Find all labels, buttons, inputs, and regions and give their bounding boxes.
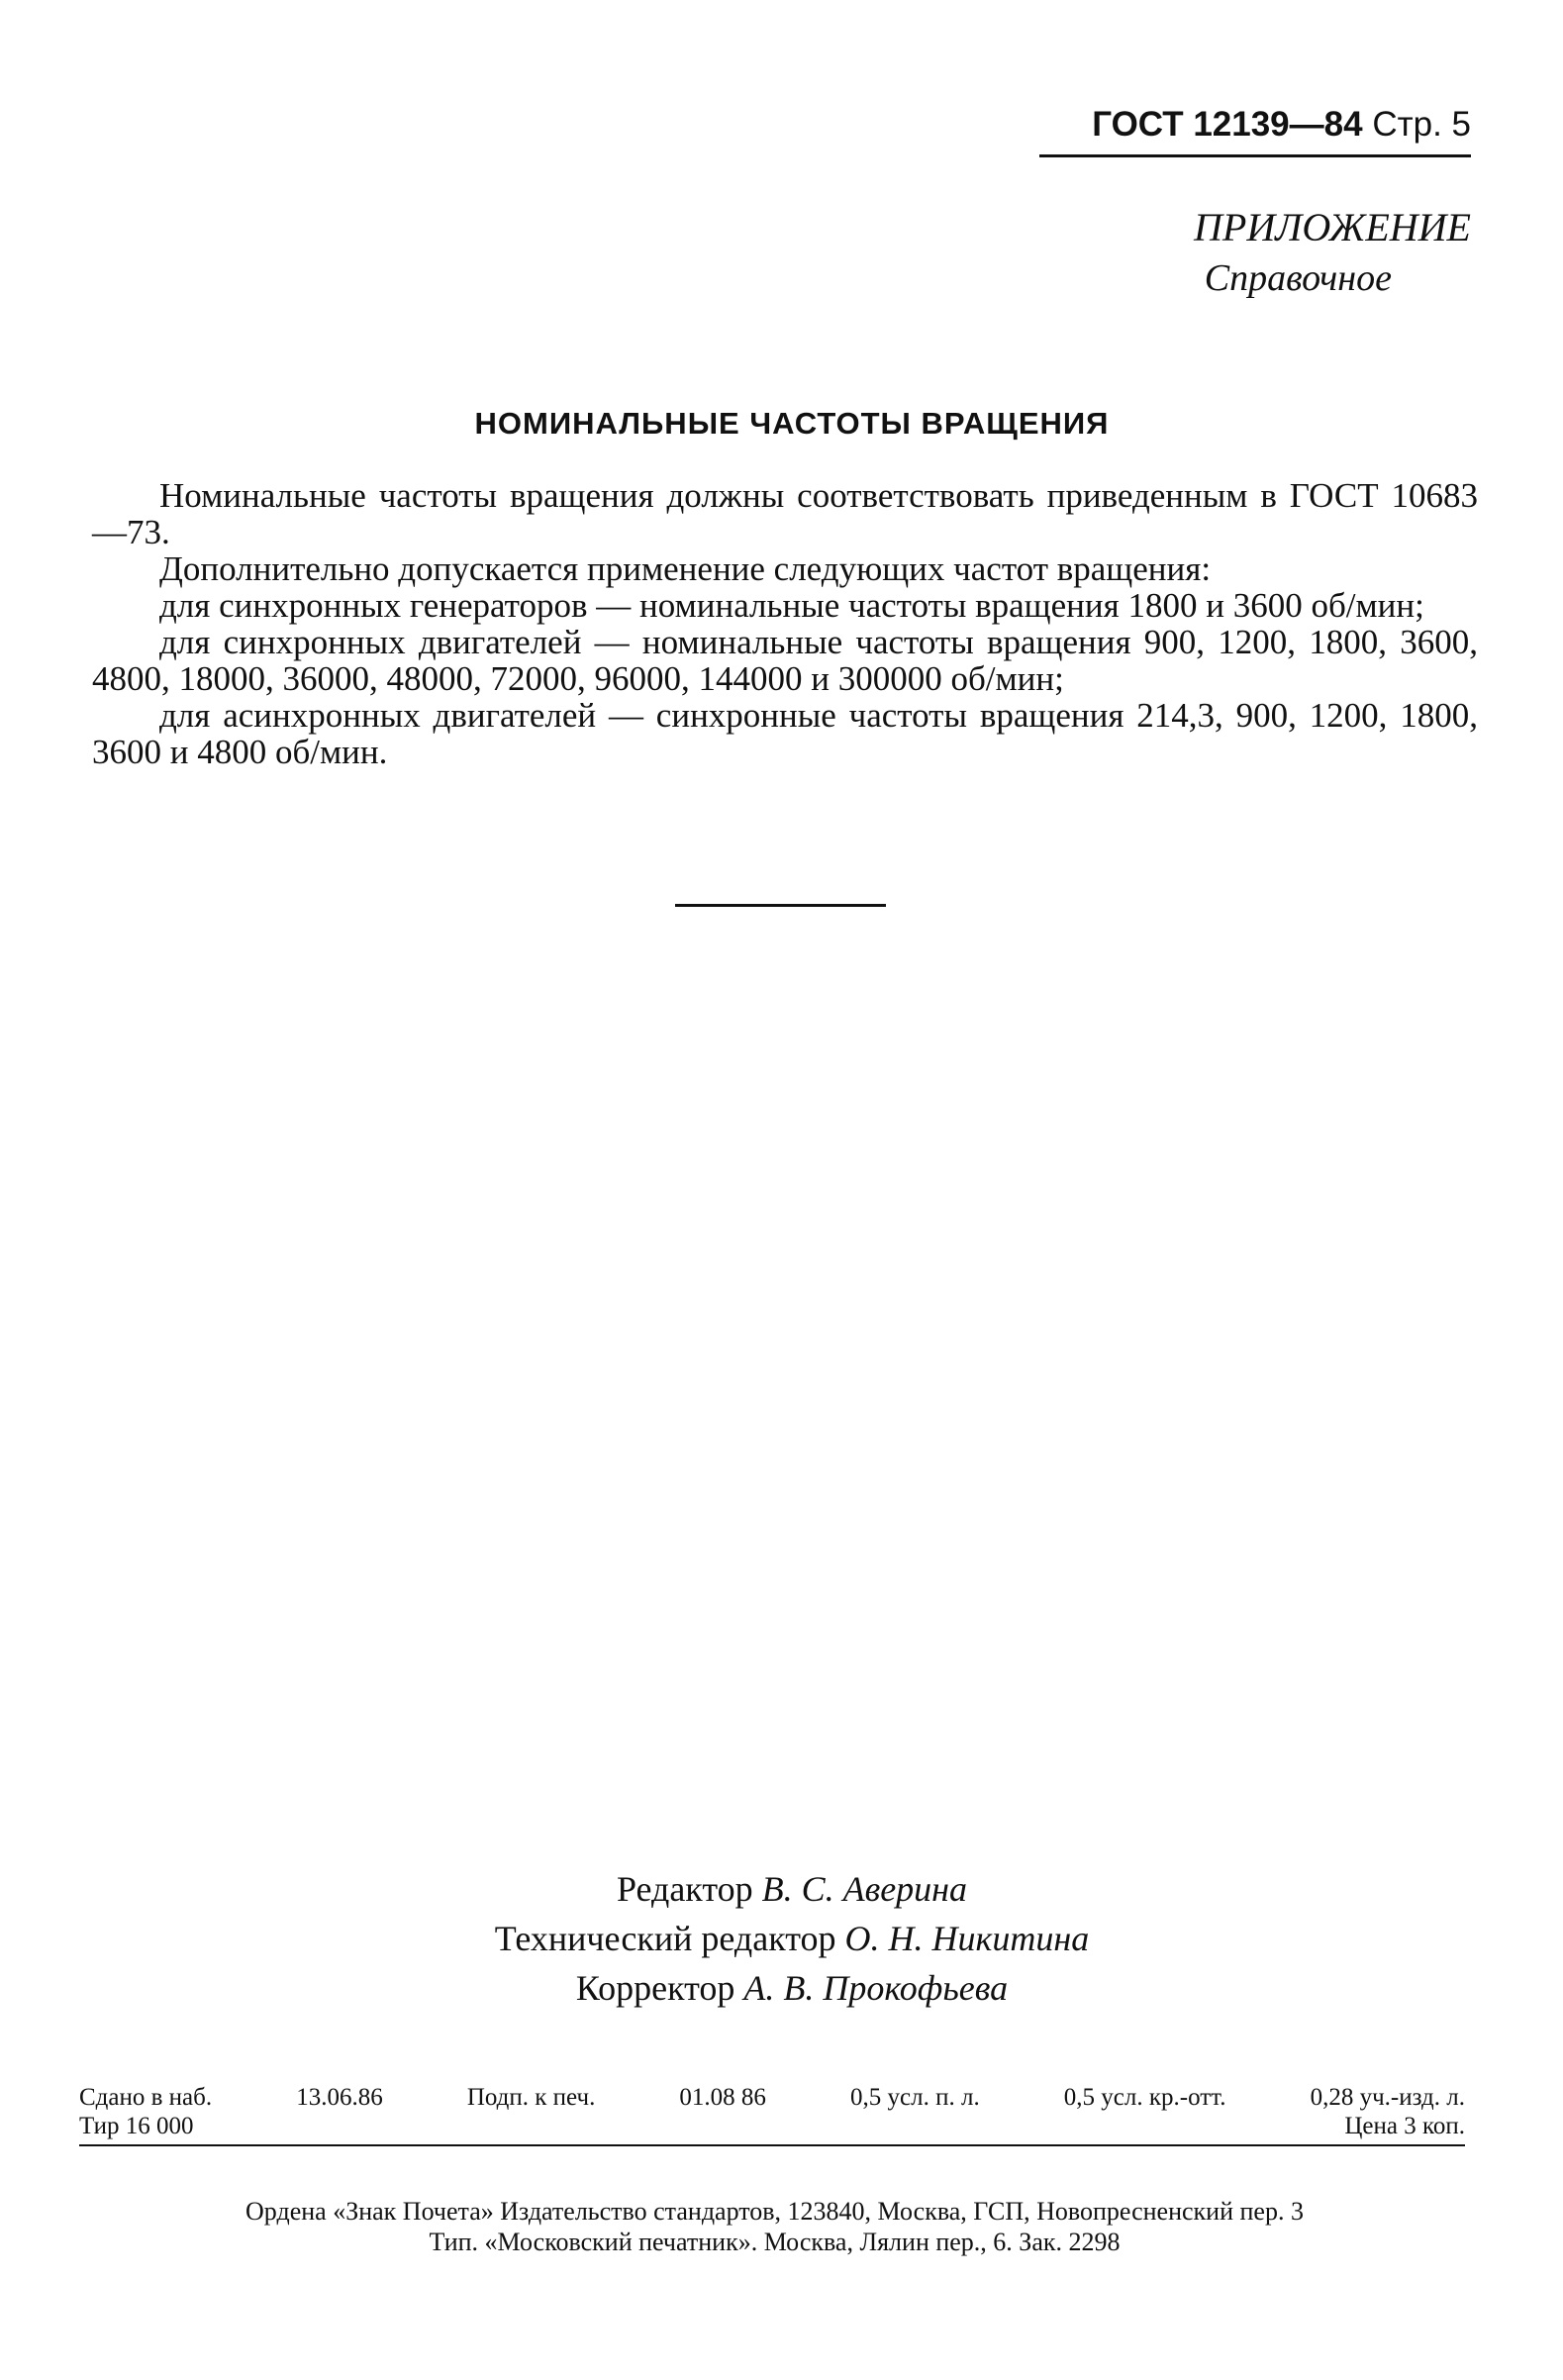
appendix-title: ПРИЛОЖЕНИЕ: [1194, 205, 1471, 249]
header-rule: [1039, 154, 1471, 157]
credits-block: [297, 1864, 1287, 2013]
credit-role: Корректор: [575, 1968, 735, 2008]
imprint-field: 0,5 усл. кр.-отт.: [1063, 2084, 1226, 2111]
imprint-line: [79, 2083, 1465, 2112]
imprint-field: Сдано в наб.: [79, 2084, 213, 2111]
print-imprint: [79, 2083, 1465, 2154]
paragraph: Номинальные частоты вращения должны соответствовать приведенным в ГОСТ 10683—73.: [92, 476, 1478, 551]
imprint-field: Подп. к печ.: [466, 2084, 596, 2111]
credit-name: А. В. Прокофьева: [743, 1968, 1009, 2008]
credit-editor: [297, 1864, 1287, 1914]
paragraph: для асинхронных двигателей — синхронные частоты вращения 214,3, 900, 1200, 1800, 3600 и 4800 об/мин.: [92, 696, 1478, 771]
imprint-line: [79, 2112, 1465, 2140]
body-text: [92, 477, 1478, 770]
price: Цена 3 коп.: [1344, 2113, 1465, 2139]
credit-role: Технический редактор: [494, 1919, 836, 1958]
appendix-subtitle: Справочное: [1204, 257, 1392, 299]
paragraph: для синхронных генераторов — номинальные частоты вращения 1800 и 3600 об/мин;: [159, 586, 1424, 625]
page-header: [1039, 101, 1471, 149]
credit-name: В. С. Аверина: [761, 1869, 968, 1909]
publisher-line: Ордена «Знак Почета» Издательство стандартов, 123840, Москва, ГСП, Новопресненский пер. 3: [245, 2197, 1304, 2226]
imprint-field: 0,5 усл. п. л.: [850, 2084, 980, 2111]
paragraph: для синхронных двигателей — номинальные частоты вращения 900, 1200, 1800, 3600, 4800, 18000, 36000, 48000, 72000, 96000, 144000 и 300000 об/мин;: [92, 623, 1478, 698]
page-number: Стр. 5: [1372, 105, 1471, 144]
credit-name: О. Н. Никитина: [844, 1919, 1090, 1958]
section-divider: [675, 904, 886, 907]
credit-role: Редактор: [616, 1869, 753, 1909]
credit-proofreader: [297, 1963, 1287, 2013]
publisher-info: [79, 2196, 1470, 2257]
section-title: НОМИНАЛЬНЫЕ ЧАСТОТЫ ВРАЩЕНИЯ: [474, 406, 1110, 441]
imprint-field: 13.06.86: [296, 2084, 383, 2111]
imprint-field: 0,28 уч.-изд. л.: [1310, 2084, 1465, 2111]
circulation: Тир 16 000: [79, 2113, 194, 2139]
imprint-rule: [79, 2144, 1465, 2146]
credit-technical-editor: [297, 1914, 1287, 1963]
paragraph: Дополнительно допускается применение следующих частот вращения:: [159, 549, 1212, 588]
imprint-field: 01.08 86: [679, 2084, 766, 2111]
printer-line: Тип. «Московский печатник». Москва, Лялин пер., 6. Зак. 2298: [429, 2228, 1121, 2256]
standard-code: ГОСТ 12139—84: [1092, 105, 1363, 144]
